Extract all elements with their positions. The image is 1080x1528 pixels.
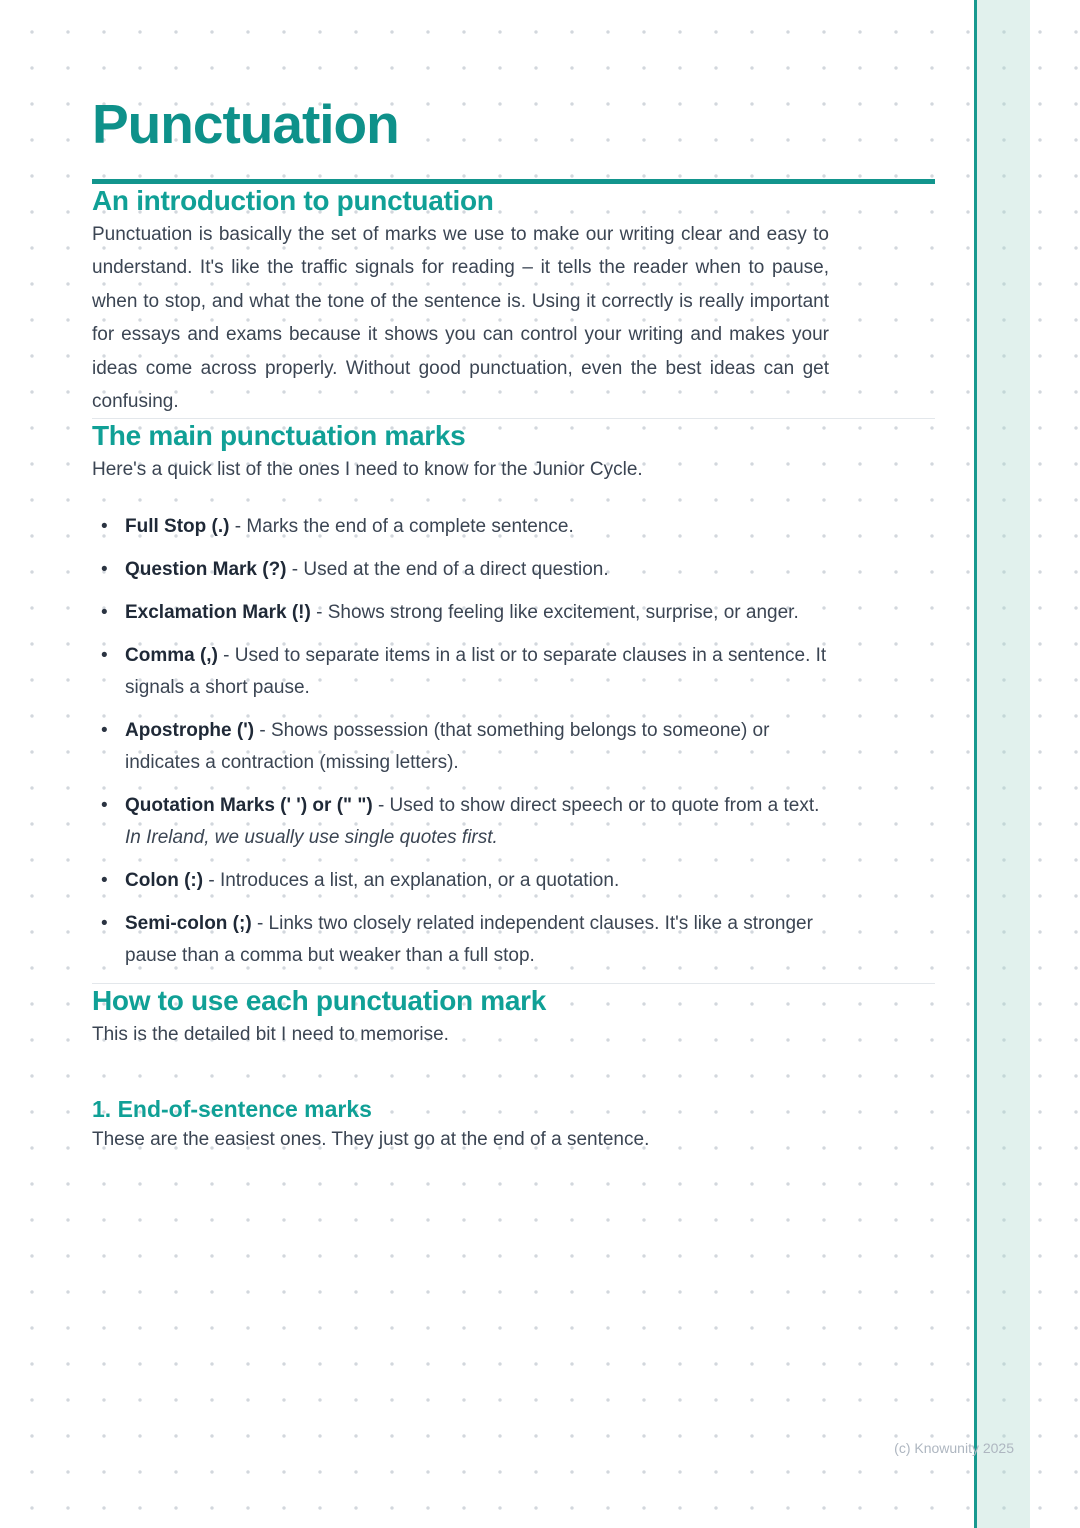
side-accent-line [974,0,977,1528]
bullet-desc: - Introduces a list, an explanation, or a quotation. [203,869,620,891]
bullet-desc: - Shows possession (that something belongs to someone) or indicates a contraction (missing letters). [125,719,770,773]
bullet-desc: - Used to show direct speech or to quote from a text. [372,794,820,816]
bullet-term: Full Stop (.) [125,515,230,537]
copyright-watermark: (c) Knowunity 2025 [894,1440,1014,1456]
end-of-sentence-intro-text: These are the easiest ones. They just go at the end of a sentence. [92,1129,650,1151]
list-item-quotation-marks [92,790,829,854]
section-heading-how-to-use: How to use each punctuation mark [92,984,547,1016]
how-to-use-intro-text: This is the detailed bit I need to memorise. [92,1023,449,1045]
bullet-term: Semi-colon (;) [125,912,252,934]
list-item-question-mark [92,554,829,586]
bullet-term: Colon (:) [125,869,204,891]
subsection-heading-end-of-sentence: 1. End-of-sentence marks [92,1096,372,1123]
list-item-exclamation-mark [92,597,829,629]
marks-intro-text: Here's a quick list of the ones I need to know for the Junior Cycle. [92,459,643,481]
bullet-desc: - Marks the end of a complete sentence. [229,515,574,537]
page-title: Punctuation [92,93,399,155]
list-item-full-stop [92,511,829,543]
bullet-desc: - Shows strong feeling like excitement, surprise, or anger. [310,601,799,623]
side-accent-band [977,0,1030,1528]
bullet-desc: - Used to separate items in a list or to separate clauses in a sentence. It signals a short pause. [125,644,827,698]
bullet-desc-italic: In Ireland, we usually use single quotes first. [125,826,498,848]
bullet-term: Question Mark (?) [125,558,287,580]
punctuation-marks-list [92,511,829,972]
list-item-colon [92,865,829,897]
list-item-semi-colon [92,908,829,972]
bullet-term: Comma (,) [125,644,218,666]
intro-paragraph: Punctuation is basically the set of marks we use to make our writing clear and easy to understand. It's like the traffic signals for reading – it tells the reader when to pause, when to stop, and what the tone of the sentence is. Using it correctly is really important for essays and exams because it shows you can control your writing and makes your ideas come across properly. Without good punctuation, even the best ideas can get confusing. [92,224,829,413]
bullet-desc: - Links two closely related independent clauses. It's like a stronger pause than a comma but weaker than a full stop. [125,912,813,966]
bullet-term: Quotation Marks (' ') or (" ") [125,794,373,816]
section-heading-main-marks: The main punctuation marks [92,420,466,452]
list-item-apostrophe [92,715,829,779]
bullet-term: Exclamation Mark (!) [125,601,311,623]
section-heading-introduction: An introduction to punctuation [92,185,494,216]
bullet-desc: - Used at the end of a direct question. [286,558,609,580]
bullet-term: Apostrophe (') [125,719,255,741]
list-item-comma [92,640,829,704]
